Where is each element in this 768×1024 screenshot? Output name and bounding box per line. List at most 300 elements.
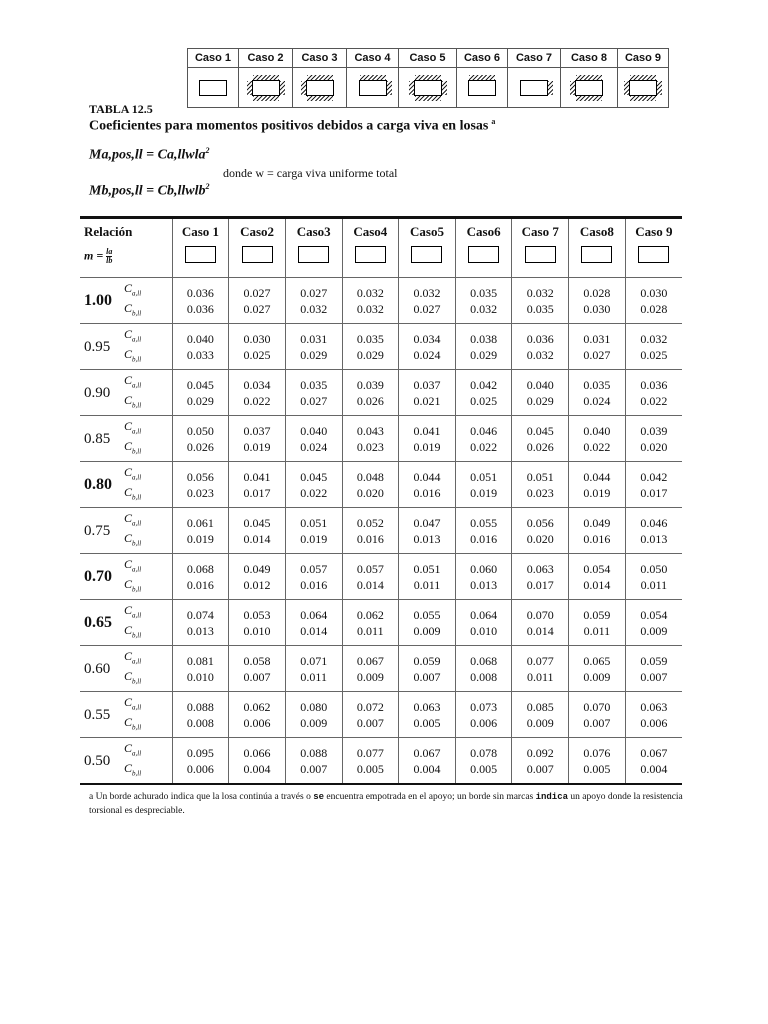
coef-b-value: 0.019 — [300, 531, 328, 546]
relacion-value: 0.55 — [84, 706, 111, 723]
coef-a-value: 0.037 — [413, 377, 441, 392]
m-ratio-formula — [84, 248, 172, 265]
coef-b-symbol: C — [124, 760, 133, 775]
coef-a-value: 0.040 — [583, 423, 611, 438]
hatched-edge-right-icon — [387, 81, 392, 95]
coef-labels — [124, 557, 141, 596]
footnote-mono-1: se — [313, 792, 325, 802]
coef-a-value: 0.043 — [356, 423, 384, 438]
case-diagram-cell — [293, 68, 347, 108]
coefficient-cell — [342, 738, 399, 785]
coef-b-value: 0.019 — [186, 531, 214, 546]
coef-b-value: 0.009 — [640, 623, 668, 638]
coef-a-value: 0.044 — [583, 469, 611, 484]
case-header-row — [188, 49, 669, 68]
coefficient-cell — [455, 370, 512, 416]
coef-b-value: 0.030 — [583, 301, 611, 316]
coef-a-value: 0.036 — [526, 331, 554, 346]
coef-a-value: 0.028 — [583, 285, 611, 300]
coef-a-value: 0.067 — [413, 745, 441, 760]
coef-a-label — [124, 419, 141, 438]
coefficient-cell — [399, 324, 456, 370]
hatched-edge-top-icon — [469, 75, 495, 80]
coefficient-cell — [172, 324, 229, 370]
coefficient-cell — [342, 278, 399, 324]
case-diagram-cell — [239, 68, 293, 108]
coef-b-value: 0.007 — [583, 715, 611, 730]
coef-a-value: 0.055 — [413, 607, 441, 622]
coefficient-row — [80, 416, 682, 462]
coefficient-cell — [625, 738, 682, 785]
slab-case-2-icon — [252, 80, 280, 96]
hatched-edge-bottom-icon — [576, 96, 602, 101]
coef-a-value: 0.070 — [583, 699, 611, 714]
coefficient-cell — [455, 554, 512, 600]
coef-b-value: 0.016 — [413, 485, 441, 500]
coef-a-value: 0.063 — [640, 699, 668, 714]
formula-ma-exponent: 2 — [205, 146, 210, 155]
coef-b-symbol: C — [124, 346, 133, 361]
relacion-cell — [80, 738, 172, 785]
coef-a-value: 0.045 — [526, 423, 554, 438]
slab-case-6-icon — [468, 80, 496, 96]
coefficient-case-header — [229, 218, 286, 278]
coef-a-value: 0.040 — [526, 377, 554, 392]
coefficient-cell — [285, 738, 342, 785]
coefficient-cell — [399, 416, 456, 462]
coef-b-value: 0.029 — [470, 347, 498, 362]
coefficient-cell — [172, 600, 229, 646]
coef-b-value: 0.006 — [640, 715, 668, 730]
coefficient-cell — [172, 370, 229, 416]
case-diagram-wrap — [239, 68, 292, 107]
coef-a-symbol: C — [124, 557, 133, 572]
coef-a-value: 0.051 — [413, 561, 441, 576]
coef-b-value: 0.017 — [243, 485, 271, 500]
coefficient-cell — [229, 646, 286, 692]
coef-b-label — [124, 669, 141, 688]
coef-a-value: 0.036 — [186, 285, 214, 300]
coef-a-value: 0.051 — [526, 469, 554, 484]
coef-b-value: 0.013 — [413, 531, 441, 546]
coef-b-value: 0.011 — [526, 669, 554, 684]
coef-b-value: 0.024 — [413, 347, 441, 362]
relacion-value: 0.95 — [84, 338, 111, 355]
coef-a-value: 0.031 — [583, 331, 611, 346]
relacion-value: 1.00 — [84, 291, 112, 309]
coef-a-value: 0.074 — [186, 607, 214, 622]
coef-b-value: 0.029 — [186, 393, 214, 408]
coef-b-subscript: b,ll — [132, 768, 142, 777]
coefficient-cell — [285, 600, 342, 646]
coef-a-value: 0.076 — [583, 745, 611, 760]
relacion-cell — [80, 278, 172, 324]
hatched-edge-bottom-icon — [307, 96, 333, 101]
coefficient-cell — [512, 508, 569, 554]
coef-a-subscript: a,ll — [132, 381, 142, 390]
coef-b-value: 0.010 — [243, 623, 271, 638]
relacion-cell — [80, 462, 172, 508]
footnote — [89, 790, 689, 818]
hatched-edge-bottom-icon — [630, 96, 656, 101]
coef-a-value: 0.059 — [640, 653, 668, 668]
slab-case-7-icon — [520, 80, 548, 96]
coef-a-value: 0.078 — [470, 745, 498, 760]
coefficient-cell — [172, 554, 229, 600]
coef-b-value: 0.023 — [356, 439, 384, 454]
coefficient-cell — [399, 692, 456, 738]
coefficient-row — [80, 462, 682, 508]
coef-b-value: 0.019 — [470, 485, 498, 500]
coef-labels — [124, 373, 141, 412]
coef-a-value: 0.061 — [186, 515, 214, 530]
hatched-edge-left-icon — [409, 81, 414, 95]
coef-a-value: 0.045 — [243, 515, 271, 530]
coef-b-value: 0.020 — [356, 485, 384, 500]
coef-b-value: 0.029 — [526, 393, 554, 408]
coef-a-label — [124, 695, 141, 714]
heading-footnote-mark: a — [491, 117, 496, 126]
coef-a-value: 0.032 — [526, 285, 554, 300]
coefficient-header-row — [80, 218, 682, 278]
coef-a-value: 0.027 — [243, 285, 271, 300]
coef-b-value: 0.005 — [470, 761, 498, 776]
hatched-edge-top-icon — [253, 75, 279, 80]
coef-a-value: 0.040 — [300, 423, 328, 438]
coefficient-case-header — [512, 218, 569, 278]
coef-b-value: 0.006 — [243, 715, 271, 730]
formula-mb — [89, 182, 210, 200]
coef-b-value: 0.025 — [470, 393, 498, 408]
case-diagram-cell — [618, 68, 669, 108]
coef-a-value: 0.048 — [356, 469, 384, 484]
coef-b-label — [124, 577, 141, 596]
coef-labels — [124, 741, 141, 780]
hatched-edge-right-icon — [657, 81, 662, 95]
coef-b-value: 0.009 — [413, 623, 441, 638]
table-number: TABLA 12.5 — [89, 102, 153, 116]
coef-a-value: 0.034 — [243, 377, 271, 392]
hatched-edge-left-icon — [570, 81, 575, 95]
coefficient-cell — [625, 462, 682, 508]
coef-a-value: 0.059 — [413, 653, 441, 668]
case-header: Caso 4 — [347, 49, 399, 68]
coefficient-cell — [455, 692, 512, 738]
coef-b-value: 0.032 — [526, 347, 554, 362]
coefficient-case-label: Caso3 — [296, 224, 331, 239]
coef-a-symbol: C — [124, 281, 133, 296]
coefficient-case-header — [569, 218, 626, 278]
coef-b-symbol: C — [124, 622, 133, 637]
m-ratio-label: m = — [84, 248, 104, 263]
hatched-edge-top-icon — [576, 75, 602, 80]
coef-a-value: 0.041 — [413, 423, 441, 438]
coefficient-case-label: Caso4 — [353, 224, 388, 239]
coef-a-value: 0.071 — [300, 653, 328, 668]
coefficient-cell — [512, 462, 569, 508]
coef-a-value: 0.059 — [583, 607, 611, 622]
coefficient-row — [80, 738, 682, 785]
coef-b-label — [124, 761, 141, 780]
coefficient-cell — [569, 554, 626, 600]
coef-b-value: 0.010 — [186, 669, 214, 684]
relacion-value: 0.90 — [84, 384, 111, 401]
case-header: Caso 5 — [399, 49, 457, 68]
coefficient-cell — [229, 370, 286, 416]
case-diagram-wrap — [188, 68, 238, 107]
coef-b-value: 0.012 — [243, 577, 271, 592]
coef-a-value: 0.049 — [583, 515, 611, 530]
coef-a-value: 0.035 — [470, 285, 498, 300]
coef-a-value: 0.062 — [356, 607, 384, 622]
hatched-edge-bottom-icon — [415, 96, 441, 101]
coef-a-value: 0.035 — [583, 377, 611, 392]
slab-case-8-icon — [575, 80, 603, 96]
coefficient-cell — [569, 738, 626, 785]
coef-a-value: 0.077 — [356, 745, 384, 760]
coef-b-value: 0.020 — [526, 531, 554, 546]
coefficient-cell — [285, 692, 342, 738]
coef-a-subscript: a,ll — [132, 473, 142, 482]
formula-ma-text: Ma,pos,ll = Ca,llwla — [89, 147, 206, 163]
coefficient-cell — [455, 324, 512, 370]
coef-a-subscript: a,ll — [132, 703, 142, 712]
relacion-value: 0.85 — [84, 430, 111, 447]
coef-a-subscript: a,ll — [132, 565, 142, 574]
coef-b-value: 0.016 — [300, 577, 328, 592]
coef-b-value: 0.027 — [583, 347, 611, 362]
coef-a-value: 0.039 — [356, 377, 384, 392]
footnote-part-2: encuentra empotrada en el apoyo; un borde sin marcas — [326, 792, 534, 802]
coefficient-case-label: Caso6 — [466, 224, 501, 239]
coef-b-value: 0.010 — [470, 623, 498, 638]
coefficient-cell — [229, 692, 286, 738]
coefficient-cell — [172, 646, 229, 692]
coef-labels — [124, 281, 141, 320]
coef-a-label — [124, 649, 141, 668]
slab-case-9-icon — [629, 80, 657, 96]
coef-a-value: 0.053 — [243, 607, 271, 622]
relacion-cell — [80, 692, 172, 738]
coef-a-value: 0.032 — [413, 285, 441, 300]
coef-a-symbol: C — [124, 649, 133, 664]
relacion-value: 0.75 — [84, 522, 111, 539]
coef-b-label — [124, 531, 141, 550]
coefficient-cell — [172, 738, 229, 785]
coef-a-symbol: C — [124, 695, 133, 710]
coef-b-symbol: C — [124, 714, 133, 729]
coef-b-label — [124, 623, 141, 642]
coefficient-cell — [625, 554, 682, 600]
coefficient-cell — [229, 416, 286, 462]
coef-a-value: 0.031 — [300, 331, 328, 346]
coef-b-value: 0.023 — [526, 485, 554, 500]
coef-b-value: 0.021 — [413, 393, 441, 408]
coef-a-symbol: C — [124, 373, 133, 388]
coef-b-value: 0.029 — [300, 347, 328, 362]
coef-a-value: 0.050 — [186, 423, 214, 438]
slab-case-1-icon — [199, 80, 227, 96]
coefficient-cell — [285, 508, 342, 554]
coef-a-value: 0.067 — [356, 653, 384, 668]
coef-b-value: 0.008 — [470, 669, 498, 684]
coef-a-symbol: C — [124, 465, 133, 480]
coef-a-value: 0.063 — [413, 699, 441, 714]
coefficient-cell — [285, 646, 342, 692]
coef-a-value: 0.051 — [470, 469, 498, 484]
coef-b-value: 0.005 — [356, 761, 384, 776]
case-diagram-cell — [561, 68, 618, 108]
coef-b-value: 0.014 — [243, 531, 271, 546]
coefficient-cell — [512, 278, 569, 324]
coef-b-value: 0.014 — [583, 577, 611, 592]
coef-a-value: 0.038 — [470, 331, 498, 346]
case-diagram-wrap — [618, 68, 668, 107]
formula-ma — [89, 146, 210, 164]
coef-b-label — [124, 393, 141, 412]
coefficient-cell — [512, 554, 569, 600]
coefficient-cell — [512, 324, 569, 370]
coef-b-value: 0.005 — [583, 761, 611, 776]
formula-note: donde w = carga viva uniforme total — [223, 166, 398, 180]
coefficient-cell — [625, 370, 682, 416]
coefficient-case-label: Caso8 — [579, 224, 614, 239]
coef-labels — [124, 603, 141, 642]
coef-a-value: 0.049 — [243, 561, 271, 576]
coef-a-label — [124, 327, 141, 346]
coef-b-symbol: C — [124, 484, 133, 499]
hatched-edge-right-icon — [280, 81, 285, 95]
coefficient-cell — [399, 554, 456, 600]
coefficient-row — [80, 370, 682, 416]
relacion-cell — [80, 416, 172, 462]
coef-a-value: 0.057 — [356, 561, 384, 576]
coef-b-value: 0.011 — [413, 577, 441, 592]
case-diagram-cell — [399, 68, 457, 108]
coefficient-cell — [512, 416, 569, 462]
coef-a-value: 0.056 — [186, 469, 214, 484]
coef-b-value: 0.022 — [640, 393, 668, 408]
coef-a-label — [124, 603, 141, 622]
coefficient-cell — [455, 508, 512, 554]
slab-case-1-icon — [185, 246, 216, 263]
coef-b-symbol: C — [124, 438, 133, 453]
coef-a-value: 0.044 — [413, 469, 441, 484]
relacion-value: 0.80 — [84, 475, 112, 493]
coef-a-symbol: C — [124, 511, 133, 526]
coef-b-symbol: C — [124, 576, 133, 591]
coef-a-symbol: C — [124, 741, 133, 756]
coefficient-table — [80, 216, 682, 785]
coef-b-value: 0.028 — [640, 301, 668, 316]
coef-b-value: 0.004 — [243, 761, 271, 776]
coefficient-cell — [512, 370, 569, 416]
coef-b-value: 0.007 — [356, 715, 384, 730]
coefficient-cell — [455, 646, 512, 692]
coef-b-value: 0.027 — [300, 393, 328, 408]
case-header: Caso 1 — [188, 49, 239, 68]
coef-b-subscript: b,ll — [132, 630, 142, 639]
coef-a-value: 0.052 — [356, 515, 384, 530]
coefficient-cell — [172, 508, 229, 554]
coef-a-value: 0.088 — [186, 699, 214, 714]
coefficient-cell — [569, 370, 626, 416]
coefficient-cell — [285, 554, 342, 600]
coefficient-cell — [569, 324, 626, 370]
coef-b-value: 0.027 — [243, 301, 271, 316]
case-icon-row — [188, 68, 669, 108]
case-header: Caso 3 — [293, 49, 347, 68]
case-diagram-table — [187, 48, 669, 108]
coef-a-value: 0.056 — [526, 515, 554, 530]
coefficient-cell — [512, 738, 569, 785]
coef-b-value: 0.017 — [640, 485, 668, 500]
hatched-edge-top-icon — [307, 75, 333, 80]
coef-b-value: 0.007 — [640, 669, 668, 684]
case-diagram-wrap — [561, 68, 617, 107]
footnote-mono-2: indica — [535, 792, 569, 802]
coefficient-cell — [229, 508, 286, 554]
coef-a-label — [124, 511, 141, 530]
coefficient-cell — [625, 600, 682, 646]
coef-b-value: 0.026 — [356, 393, 384, 408]
coef-a-value: 0.037 — [243, 423, 271, 438]
coefficient-cell — [455, 278, 512, 324]
m-ratio-denominator: lb — [106, 256, 113, 265]
coef-a-label — [124, 281, 141, 300]
coef-b-value: 0.007 — [526, 761, 554, 776]
coef-a-value: 0.058 — [243, 653, 271, 668]
coefficient-cell — [342, 462, 399, 508]
coefficient-cell — [569, 600, 626, 646]
case-diagram-wrap — [347, 68, 398, 107]
coefficient-cell — [342, 508, 399, 554]
case-diagram-wrap — [508, 68, 560, 107]
coefficient-cell — [172, 278, 229, 324]
coefficient-cell — [229, 324, 286, 370]
coefficient-case-label: Caso 7 — [521, 224, 559, 239]
coef-b-label — [124, 347, 141, 366]
coef-a-value: 0.035 — [300, 377, 328, 392]
coef-a-value: 0.081 — [186, 653, 214, 668]
coefficient-case-header — [399, 218, 456, 278]
coefficient-row — [80, 600, 682, 646]
case-diagram-wrap — [457, 68, 507, 107]
hatched-edge-top-icon — [360, 75, 386, 80]
slab-case-4-icon — [355, 246, 386, 263]
m-ratio-numerator: la — [106, 247, 113, 256]
hatched-edge-left-icon — [247, 81, 252, 95]
coefficient-cell — [455, 738, 512, 785]
coef-b-value: 0.019 — [583, 485, 611, 500]
coef-b-value: 0.020 — [640, 439, 668, 454]
relacion-value: 0.65 — [84, 613, 112, 631]
coef-labels — [124, 465, 141, 504]
relacion-value: 0.60 — [84, 660, 111, 677]
hatched-edge-bottom-icon — [253, 96, 279, 101]
coefficient-cell — [399, 646, 456, 692]
coefficient-cell — [512, 600, 569, 646]
coefficient-case-header — [455, 218, 512, 278]
coefficient-cell — [455, 462, 512, 508]
coefficient-cell — [399, 738, 456, 785]
coef-b-symbol: C — [124, 392, 133, 407]
coef-b-value: 0.014 — [300, 623, 328, 638]
coef-a-symbol: C — [124, 327, 133, 342]
coefficient-cell — [342, 692, 399, 738]
coefficient-cell — [569, 692, 626, 738]
coef-b-symbol: C — [124, 300, 133, 315]
